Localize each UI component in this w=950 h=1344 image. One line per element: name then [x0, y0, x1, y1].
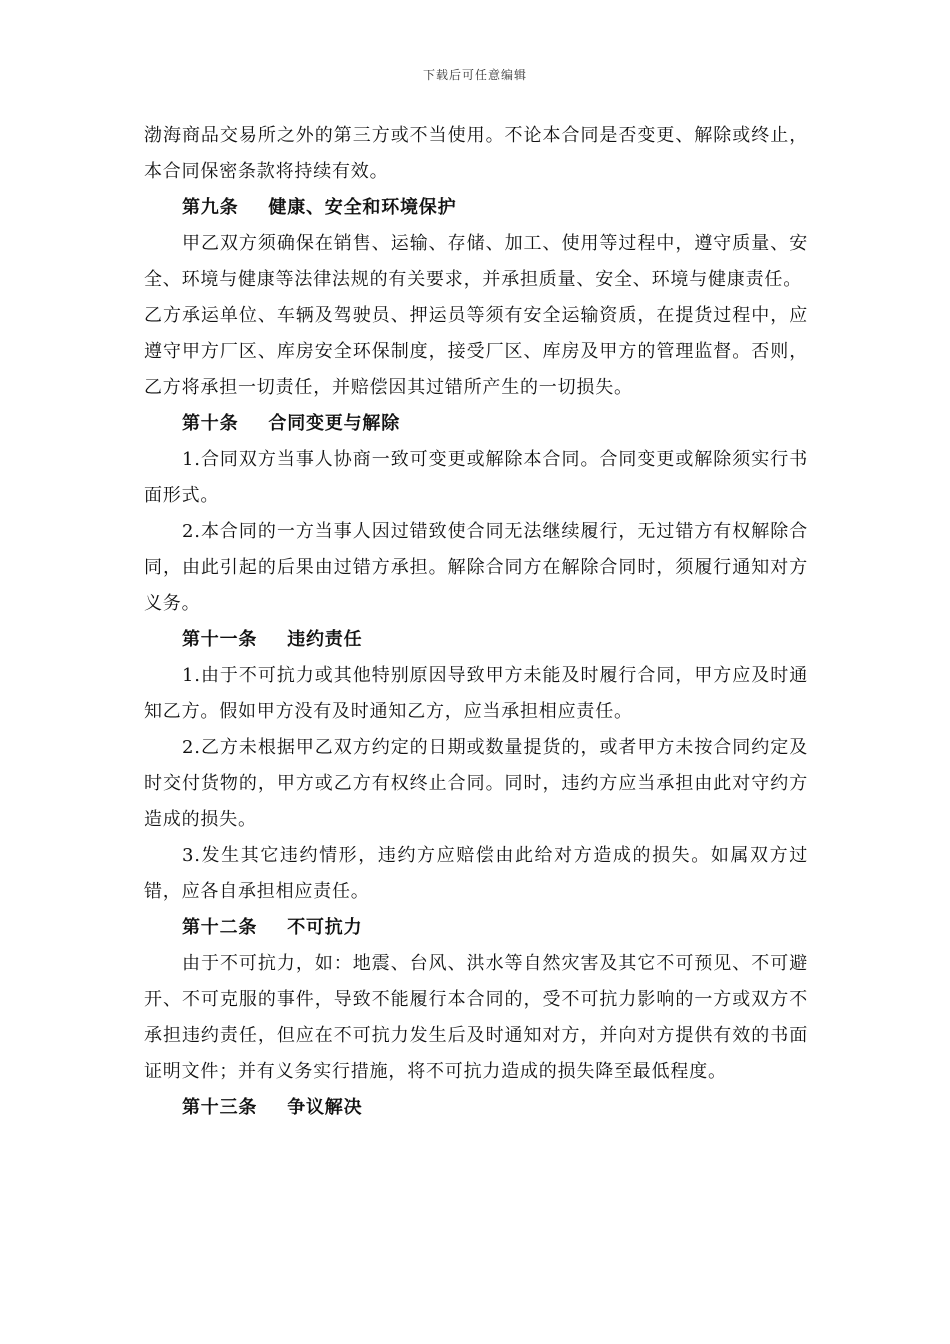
- article-number: 第十条: [182, 413, 239, 434]
- article-title: 争议解决: [287, 1097, 363, 1118]
- article-11-clause-1: 1.由于不可抗力或其他特别原因导致甲方未能及时履行合同，甲方应及时通知乙方。假如甲方没有及时通知乙方，应当承担相应责任。: [144, 665, 808, 722]
- article-10-heading: [144, 406, 808, 442]
- article-number: 第九条: [182, 197, 239, 218]
- article-title: 不可抗力: [287, 917, 363, 938]
- article-number: 第十一条: [182, 629, 258, 650]
- article-title: 合同变更与解除: [268, 413, 401, 434]
- article-title: 健康、安全和环境保护: [268, 197, 457, 218]
- article-number: 第十三条: [182, 1097, 258, 1118]
- document-body: [144, 118, 808, 1126]
- article-12-heading: [144, 910, 808, 946]
- article-11-clause-2: 2.乙方未根据甲乙双方约定的日期或数量提货的，或者甲方未按合同约定及时交付货物的，甲方或乙方有权终止合同。同时，违约方应当承担由此对守约方造成的损失。: [144, 737, 808, 830]
- article-10-clause-2: 2.本合同的一方当事人因过错致使合同无法继续履行，无过错方有权解除合同，由此引起的后果由过错方承担。解除合同方在解除合同时，须履行通知对方义务。: [144, 521, 808, 614]
- article-9-heading: [144, 190, 808, 226]
- article-9-paragraph-1: 甲乙双方须确保在销售、运输、存储、加工、使用等过程中，遵守质量、安全、环境与健康等法律法规的有关要求，并承担质量、安全、环境与健康责任。: [144, 233, 808, 290]
- page-header: 下载后可任意编辑: [422, 68, 527, 82]
- article-11-heading: [144, 622, 808, 658]
- paragraph-confidentiality-continued: 渤海商品交易所之外的第三方或不当使用。不论本合同是否变更、解除或终止，本合同保密条款将持续有效。: [144, 125, 808, 182]
- article-12-paragraph: 由于不可抗力，如：地震、台风、洪水等自然灾害及其它不可预见、不可避开、不可克服的事件，导致不能履行本合同的，受不可抗力影响的一方或双方不承担违约责任，但应在不可抗力发生后及时通知对方，并向对方提供有效的书面证明文件；并有义务实行措施，将不可抗力造成的损失降至最低程度。: [144, 953, 808, 1082]
- article-13-heading: [144, 1090, 808, 1126]
- article-11-clause-3: 3.发生其它违约情形，违约方应赔偿由此给对方造成的损失。如属双方过错，应各自承担相应责任。: [144, 845, 808, 902]
- article-number: 第十二条: [182, 917, 258, 938]
- article-10-clause-1: 1.合同双方当事人协商一致可变更或解除本合同。合同变更或解除须实行书面形式。: [144, 449, 808, 506]
- article-9-paragraph-2: 乙方承运单位、车辆及驾驶员、押运员等须有安全运输资质，在提货过程中，应遵守甲方厂区、库房安全环保制度，接受厂区、库房及甲方的管理监督。否则，乙方将承担一切责任，并赔偿因其过错所产生的一切损失。: [144, 305, 808, 398]
- article-title: 违约责任: [287, 629, 363, 650]
